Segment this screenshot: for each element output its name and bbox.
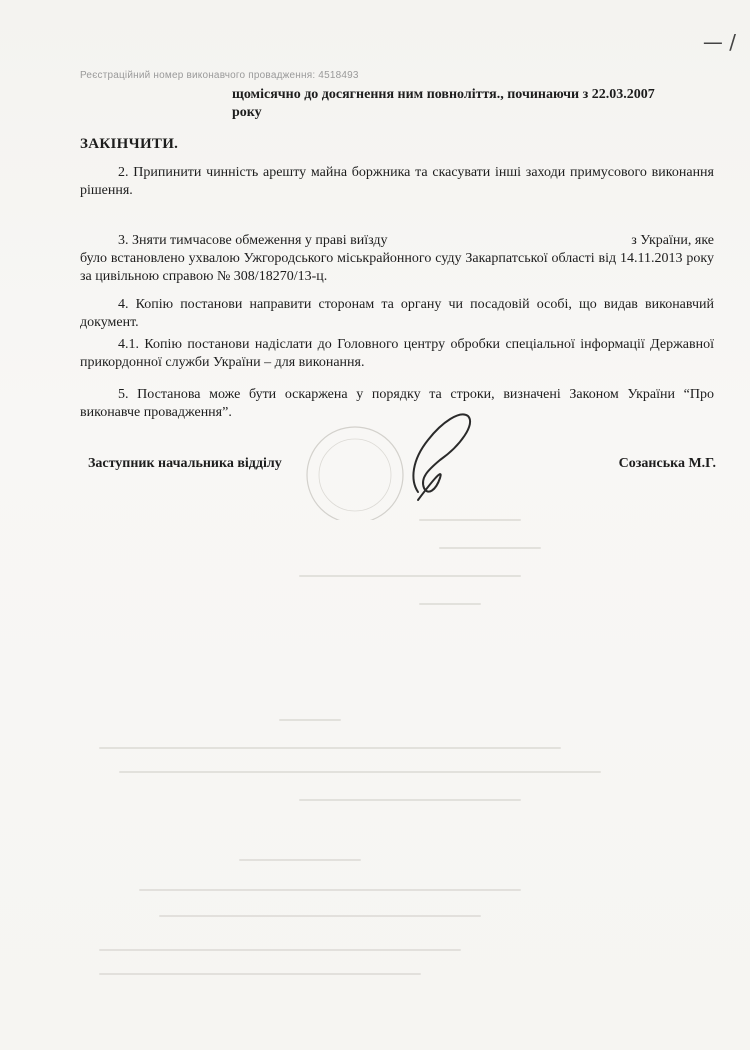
paragraph-4-1: 4.1. Копію постанови надіслати до Головного центру обробки спеціальної інформації Державної прикордонної служби України – для виконання. — [80, 337, 714, 370]
paragraph-3-first-line — [118, 232, 714, 250]
paragraph-3-rest: було встановлено ухвалою Ужгородського міськрайонного суду Закарпатської області від 14.11.2013 року за цивільною справою № 308/18270/13-ц. — [80, 251, 714, 284]
corner-handwritten-mark: — / — [702, 30, 736, 54]
paragraph-3-start: 3. Зняти тимчасове обмеження у праві виїзду — [118, 233, 388, 248]
section-heading: ЗАКІНЧИТИ. — [80, 136, 179, 152]
paragraph-3-end: з України, яке — [631, 233, 714, 248]
reverse-side-bleed-through — [0, 480, 750, 1000]
intro-line-2: року — [232, 105, 262, 120]
stamp-trace — [307, 427, 403, 520]
stamp-inner-trace — [319, 439, 391, 511]
signature-row — [88, 456, 716, 472]
intro-line-1: щомісячно до досягнення ним повноліття., починаючи з 22.03.2007 — [232, 87, 655, 102]
registration-number-note: Реєстраційний номер виконавчого провадження: 4518493 — [80, 70, 359, 81]
signer-name: Созанська М.Г. — [618, 456, 716, 471]
paragraph-4: 4. Копію постанови направити сторонам та органу чи посадовій особі, що видав виконавчий документ. — [80, 297, 714, 330]
paragraph-2: 2. Припинити чинність арешту майна боржника та скасувати інші заходи примусового виконання рішення. — [80, 165, 714, 198]
paragraph-5: 5. Постанова може бути оскаржена у порядку та строки, визначені Законом України “Про виконавче провадження”. — [80, 387, 714, 420]
signer-title: Заступник начальника відділу — [88, 456, 282, 471]
